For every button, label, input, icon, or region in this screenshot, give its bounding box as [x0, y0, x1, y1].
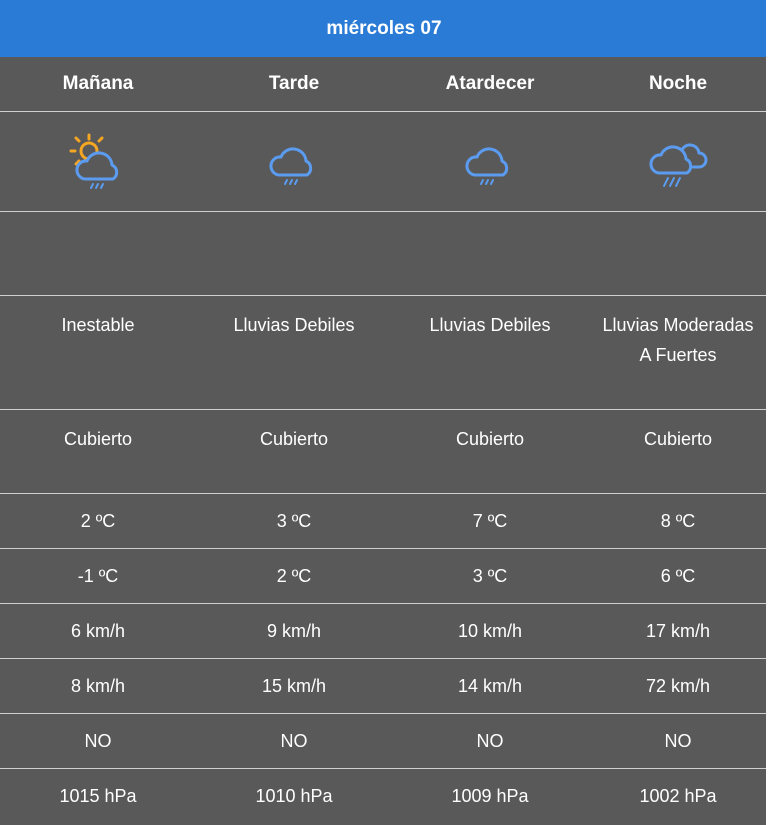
sky-condition: Cubierto [63, 429, 133, 449]
temperature-min: 6 ºC [660, 565, 696, 586]
wind-direction-row [0, 714, 766, 769]
wind-speed: 6 km/h [70, 620, 126, 641]
wind-gust: 15 km/h [261, 675, 327, 696]
period-name: Mañana [62, 73, 134, 94]
temperature-max: 8 ºC [660, 510, 696, 531]
weather-description: Lluvias Moderadas A Fuertes [602, 315, 754, 365]
sky-row [0, 410, 766, 494]
temperature-max: 7 ºC [472, 510, 508, 531]
sky-condition: Cubierto [259, 429, 329, 449]
day-header [0, 0, 766, 57]
temp-max-row [0, 494, 766, 549]
wind-speed: 10 km/h [457, 620, 523, 641]
period-name: Noche [648, 73, 708, 94]
wind-speed: 9 km/h [266, 620, 322, 641]
period-name: Atardecer [445, 73, 535, 94]
temperature-min: 3 ºC [472, 565, 508, 586]
period-name: Tarde [268, 73, 320, 94]
wind-row [0, 604, 766, 659]
weather-description: Lluvias Debiles [233, 315, 355, 335]
periods-row [0, 57, 766, 112]
sky-condition: Cubierto [455, 429, 525, 449]
temp-min-row [0, 549, 766, 604]
gust-row [0, 659, 766, 714]
wind-speed: 17 km/h [645, 620, 711, 641]
description-row [0, 296, 766, 410]
wind-direction: NO [84, 730, 112, 751]
cloud-rain-icon [392, 112, 588, 211]
cloud-rain-icon [196, 112, 392, 211]
weather-description: Lluvias Debiles [429, 315, 551, 335]
day-title: miércoles 07 [326, 17, 442, 39]
partly-cloudy-rain-icon [0, 112, 196, 211]
weather-description: Inestable [61, 315, 135, 335]
temperature-max: 3 ºC [276, 510, 312, 531]
temperature-max: 2 ºC [80, 510, 116, 531]
pressure: 1009 hPa [451, 786, 529, 806]
pressure: 1015 hPa [59, 786, 137, 806]
weather-icons-row [0, 112, 766, 212]
sky-condition: Cubierto [643, 429, 713, 449]
pressure: 1002 hPa [639, 786, 717, 806]
pressure-row [0, 769, 766, 824]
temperature-min: -1 ºC [77, 565, 119, 586]
wind-gust: 8 km/h [70, 675, 126, 696]
wind-gust: 72 km/h [645, 675, 711, 696]
empty-row [0, 212, 766, 296]
wind-direction: NO [280, 730, 308, 751]
clouds-heavy-rain-icon [588, 112, 768, 211]
wind-direction: NO [476, 730, 504, 751]
pressure: 1010 hPa [255, 786, 333, 806]
wind-direction: NO [664, 730, 692, 751]
temperature-min: 2 ºC [276, 565, 312, 586]
wind-gust: 14 km/h [457, 675, 523, 696]
